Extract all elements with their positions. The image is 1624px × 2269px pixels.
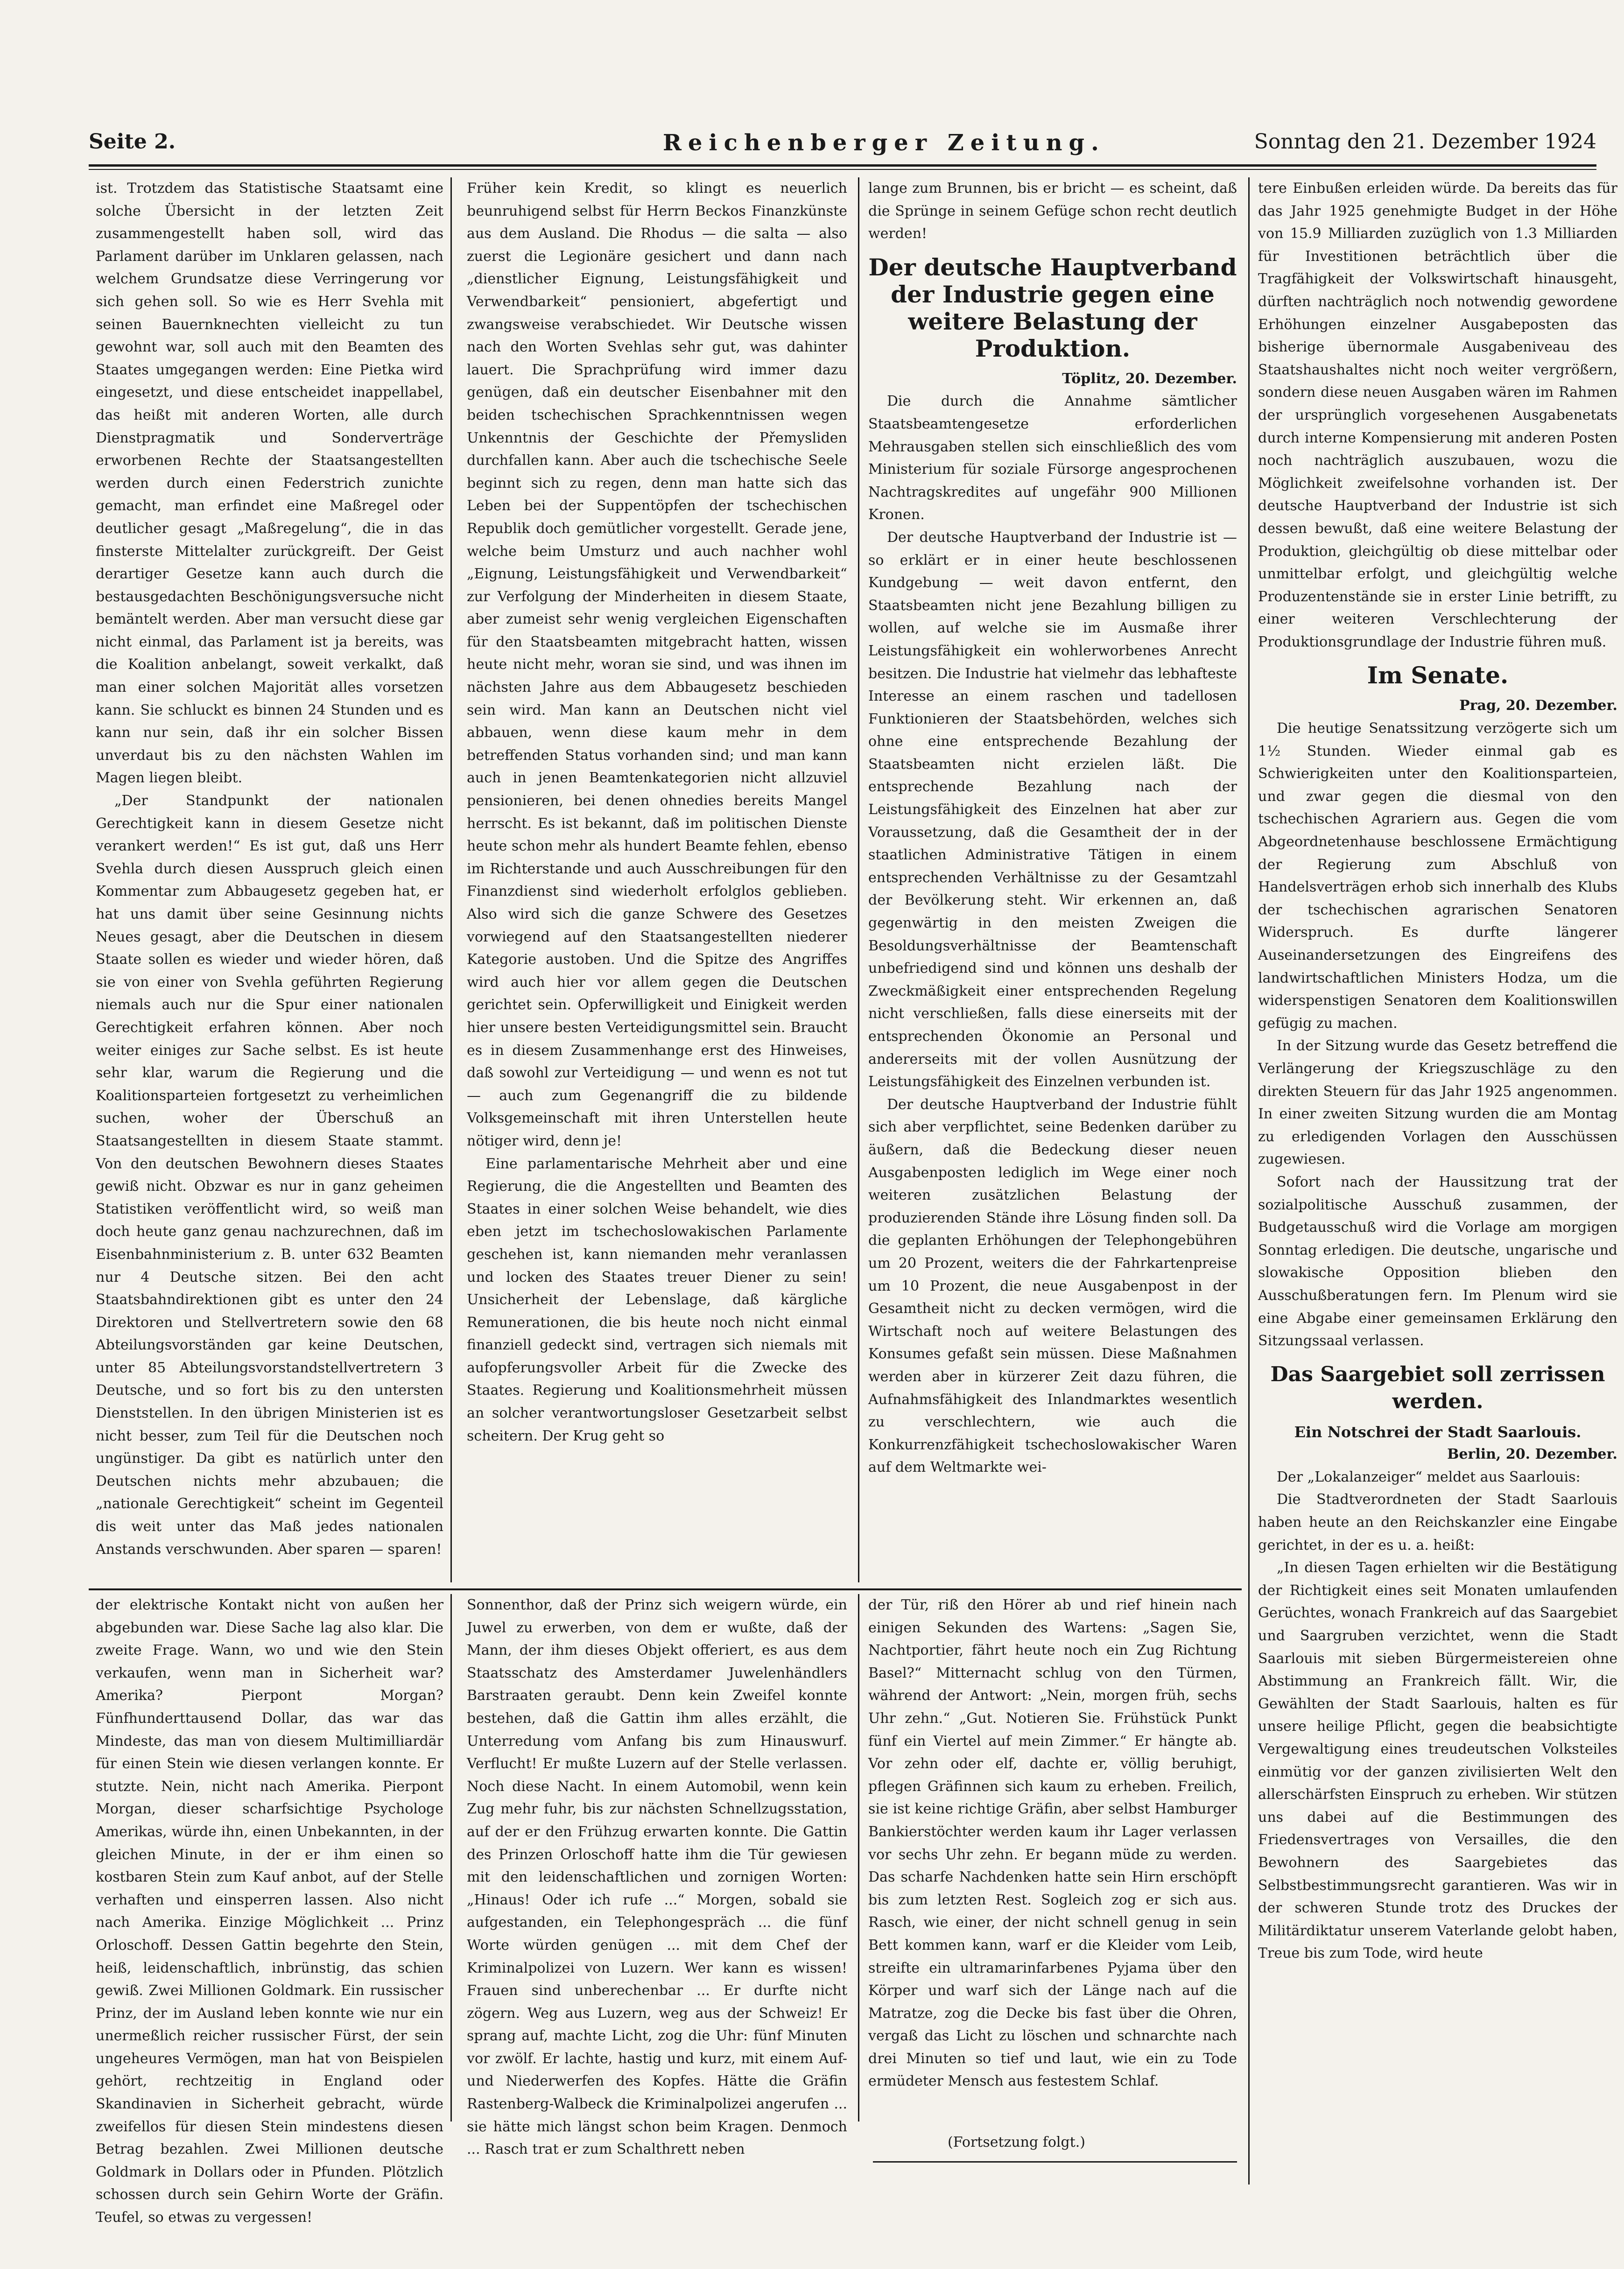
headline-saargebiet: Das Saargebiet soll zerrissen werden. (1270, 1362, 1605, 1413)
paragraph: Die heutige Senatssitzung verzögerte sich um 1½ Stunden. Wieder einmal gab es Schwierigkeiten unter den Koalitionsparteien, und zwar gegen die diesmal von den tschechischen Agrariern aus. Gegen die vom Abgeordnetenhause beschlossene Ermächtigung der Regierung zum Abschluß von Handelsverträgen erhob sich innerhalb des Klubs der tschechischen agrarischen Senatoren Widerspruch. Es durfte längerer Auseinandersetzungen des Eingreifens des landwirtschaftlichen Ministers Hodza, um die widerspenstigen Senatoren dem Koalitionswillen gefügig zu machen. (1258, 720, 1617, 1032)
article-column-4 (1258, 177, 1617, 2250)
paragraph: Die Stadtverordneten der Stadt Saarlouis haben heute an den Reichskanzler eine Eingabe gerichtet, in der es u. a. heißt: (1258, 1491, 1617, 1553)
paragraph: der elektrische Kontakt nicht von außen her abgebunden war. Diese Sache lag also klar. Die zweite Frage. Wann, wo und wie den Stein verkaufen, wenn man in Sicherheit war? Amerika? Pierpont Morgan? Fünfhunderttausend Dollar, das war das Mindeste, das man von diesem Multimilliardär für einen Stein wie diesen verlangen konnte. Er stutzte. Nein, nicht nach Amerika. Pierpont Morgan, dieser scharfsichtige Psychologe Amerikas, würde ihn, einen Unbekannten, in der gleichen Minute, in der er ihm einen so kostbaren Stein zum Kauf anbot, auf der Stelle verhaften und einsperren lassen. Also nicht nach Amerika. Einzige Möglichkeit ... Prinz Orloschoff. Dessen Gattin begehrte den Stein, heiß, leidenschaftlich, inbrünstig, das schien gewiß. Zwei Millionen Goldmark. Ein russischer Prinz, der im Ausland leben konnte wie nur ein unermeßlich reicher russischer Fürst, der sein ungeheures Vermögen, man hat von Beispielen gehört, rechtzeitig in England oder Skandinavien in Sicherheit gebracht, würde zweifellos für diesen Stein mindestens diesen Betrag bezahlen. Zwei Millionen deutsche Goldmark in Dollars oder in Pfunden. Plötzlich schossen durch sein Gehirn Worte der Gräfin. Teufel, so etwas zu vergessen! (96, 1597, 443, 2226)
header-rule (89, 164, 1596, 167)
article-column-2 (467, 177, 847, 1582)
feuilleton-column-3 (868, 1594, 1237, 2121)
subheadline: Ein Notschrei der Stadt Saarlouis. (1294, 1423, 1582, 1441)
bottom-rule (873, 2161, 1237, 2163)
paragraph: tere Einbußen erleiden würde. Da bereits das für das Jahr 1925 genehmigte Budget in der Höhe von 15.9 Milliarden zuzüglich von 1.3 Milliarden für Investitionen beträchtlich über die Tragfähigkeit der Volkswirtschaft hinausgeht, dürften nachträglich noch notwendig gewordene Erhöhungen einzelner Ausgabeposten das bisherige übernormale Ausgabeniveau des Staatshaushaltes nicht noch weiter vergrößern, sondern diese neuen Ausgaben wären im Rahmen der ursprünglich vorgesehenen Ausgabenetats durch interne Kompensierung mit anderen Posten noch nachträglich auszubauen, wozu die Möglichkeit zweifelsohne vorhanden ist. Der deutsche Hauptverband der Industrie ist sich dessen bewußt, daß eine weitere Belastung der Produktion, gleichgültig ob diese mittelbar oder unmittelbar erfolgt, und gleichgültig welche Produzentenstände sie in erster Linie betrifft, zu einer weiteren Verschlechterung der Produktionsgrundlage der Industrie führen muß. (1258, 180, 1617, 650)
column-divider (450, 1594, 452, 2121)
headline-industrie: Der deutsche Hauptverband der Industrie gegen eine weitere Belastung der Produktion. (868, 253, 1237, 362)
paragraph: Eine parlamentarische Mehrheit aber und eine Regierung, die die Angestellten und Beamten des Staates in einer solchen Weise behandelt, wie dies eben jetzt im tschechoslowakischen Parlamente geschehen ist, kann niemanden mehr veranlassen und locken des Staates treuer Diener zu sein! Unsicherheit der Lebenslage, daß kärgliche Remunerationen, die bis heute noch nicht einmal finanziell gedeckt sind, vertragen sich niemals mit aufopferungsvoller Arbeit für die Zwecke des Staates. Regierung und Koalitionsmehrheit müssen an solcher verantwortungsloser Gesetzarbeit selbst scheitern. Der Krug geht so (467, 1155, 847, 1444)
page-number: Seite 2. (89, 130, 176, 154)
paragraph: Die durch die Annahme sämtlicher Staatsbeamtengesetze erforderlichen Mehrausgaben stellen sich einschließlich des vom Ministerium für soziale Fürsorge angesprochenen Nachtragskredites auf ungefähr 900 Millionen Kronen. (868, 393, 1237, 523)
paragraph: Sonnenthor, daß der Prinz sich weigern würde, ein Juwel zu erwerben, von dem er wußte, daß der Mann, der ihm dieses Objekt offeriert, es aus dem Staatsschatz des Amsterdamer Juwelenhändlers Barstraaten geraubt. Denn kein Zweifel konnte bestehen, daß die Gattin ihm alles erzählt, die Unterredung vom Anfang bis zum Hinauswurf. Verflucht! Er mußte Luzern auf der Stelle verlassen. Noch diese Nacht. In einem Automobil, wenn kein Zug mehr fuhr, bis zur nächsten Schnellzugsstation, auf der er den Frühzug erwarten konnte. Die Gattin des Prinzen Orloschoff hatte ihm die Tür gewiesen mit den leidenschaftlichen und zornigen Worten: „Hinaus! Oder ich rufe ...“ Morgen, sobald sie aufgestanden, ein Telephongespräch ... die fünf Worte würden genügen ... mit dem Chef der Kriminalpolizei von Luzern. Wer kann es wissen! Frauen sind unberechenbar ... Er durfte nicht zögern. Weg aus Luzern, weg aus der Schweiz! Er sprang auf, machte Licht, zog die Uhr: fünf Minuten vor zwölf. Er lachte, hastig und kurz, mit einem Auf- und Niederwerfen des Kopfes. Hätte die Gräfin Rastenberg-Walbeck die Kriminalpolizei angerufen ... sie hätte mich längst schon beim Kragen. Denmoch ... Rasch trat er zum Schalthrett neben (467, 1597, 847, 2158)
paragraph: Der „Lokalanzeiger“ meldet aus Saarlouis: (1277, 1468, 1581, 1485)
paragraph: „Der Standpunkt der nationalen Gerechtigkeit kann in diesem Gesetze nicht verankert werden!“ Es ist gut, daß uns Herr Svehla durch diesen Ausspruch gleich einen Kommentar zum Abbaugesetz gegeben hat, er hat uns damit über seine Gesinnung nichts Neues gesagt, aber die Deutschen in diesem Staate sollen es wieder und wieder hören, daß sie von einer von Svehla geführten Regierung niemals auch nur die Spur einer nationalen Gerechtigkeit erfahren können. Aber noch weiter einiges zur Sache selbst. Es ist heute sehr klar, warum die Regierung und die Koalitionsparteien fortgesetzt zu verheimlichen suchen, woher der Überschuß an Staatsangestellten in diesem Staate stammt. Von den deutschen Bewohnern dieses Staates gewiß nicht. Obzwar es nur in ganz geheimen Statistiken veröffentlicht wird, so weiß man doch heute ganz genau nachzurechnen, daß im Eisenbahnministerium z. B. unter 632 Beamten nur 4 Deutsche sitzen. Bei den acht Staatsbahndirektionen gibt es unter den 24 Direktoren und Stellvertretern sowie den 68 Abteilungsvorständen gar keine Deutschen, unter 85 Abteilungsvorstandstellvertretern 3 Deutsche, und so fort bis zu den untersten Dienststellen. In den übrigen Ministerien ist es nicht besser, zum Teil für die Deutschen noch ungünstiger. Da gibt es natürlich unter den Deutschen nichts mehr abzubauen; die „nationale Gerechtigkeit“ scheint im Gegenteil dis weit unter das Maß jedes nationalen Anstands verschwunden. Aber sparen — sparen! (96, 793, 443, 1558)
continuation-note: (Fortsetzung folgt.) (948, 2134, 1085, 2150)
article-column-3 (868, 177, 1237, 1582)
newspaper-title: Reichenberger Zeitung. (663, 130, 1105, 156)
paragraph: Der deutsche Hauptverband der Industrie ist — so erklärt er in einer heute beschlossenen Kundgebung — weit davon entfernt, den Staatsbeamten nicht jene Bezahlung billigen zu wollen, auf welche sie im Ausmaße ihrer Leistungsfähigkeit ein wohlerworbenes Anrecht besitzen. Die Industrie hat vielmehr das lebhafteste Interesse an einem raschen und tadellosen Funktionieren der Staatsbehörden, welches sich ohne eine entsprechende Bezahlung der Staatsbeamten nicht erzielen läßt. Die entsprechende Bezahlung nach der Leistungsfähigkeit des Einzelnen hat aber zur Voraussetzung, daß die Gesamtheit der in der staatlichen Administrative Tätigen in einem entsprechenden Verhältnisse zu der Gesamtzahl der Bevölkerung steht. Wir erkennen an, daß gegenwärtig in den meisten Zweigen die Besoldungsverhältnisse der Beamtenschaft unbefriedigend sind und können uns deshalb der Zweckmäßigkeit einer entsprechenden Regelung nicht verschließen, falls diese einerseits mit der entsprechenden Ökonomie an Personal und andererseits mit der vollen Ausnützung der Leistungsfähigkeit des Einzelnen verbunden ist. (868, 529, 1237, 1090)
dateline: Töplitz, 20. Dezember. (1062, 370, 1237, 387)
dateline: Berlin, 20. Dezember. (1447, 1446, 1617, 1463)
paragraph: ist. Trotzdem das Statistische Staatsamt eine solche Übersicht in der letzten Zeit zusammengestellt haben soll, wird das Parlament darüber im Unklaren gelassen, nach welchem Grundsatze diese Verringerung vor sich gehen soll. So wie es Herr Svehla mit seinen Bauernknechten vielleicht zu tun gewohnt war, soll auch mit den Beamten des Staates umgegangen werden: Eine Pietka wird eingesetzt, und diese entscheidet inappellabel, das heißt mit anderen Worten, alle durch Dienstpragmatik und Sonderverträge erworbenen Rechte der Staatsangestellten werden durch einen Federstrich zunichte gemacht, man erfindet eine Maßregel oder deutlicher gesagt „Maßregelung“, die in das finsterste Mittelalter zurückgreift. Der Geist derartiger Gesetze kann auch durch die bestausgedachten Beschönigungsversuche nicht bemäntelt werden. Aber man versucht diese gar nicht einmal, das Parlament ist ja bereits, was die Koalition anbelangt, soweit verkalkt, daß man einer solchen Majorität alles vorsetzen kann. Sie schluckt es binnen 24 Stunden und es kann nur sein, daß ihr ein solcher Bissen unverdaut bis zu den nächsten Wahlen im Magen liegen bleibt. (96, 180, 443, 787)
paragraph: Der deutsche Hauptverband der Industrie fühlt sich aber verpflichtet, seine Bedenken darüber zu äußern, daß die Bedeckung dieser neuen Ausgabenposten lediglich im Wege einer noch weiteren zusätzlichen Belastung der produzierenden Stände ihre Lösung finden soll. Da die geplanten Erhöhungen der Telephongebühren um 20 Prozent, weiters die der Fahrkartenpreise um 10 Prozent, die neue Ausgabenpost in der Gesamtheit nicht zu decken vermögen, wird die Wirtschaft noch auf weitere Belastungen des Konsumes gefaßt sein müssen. Diese Maßnahmen werden aber in kürzerer Zeit dazu führen, die Aufnahmsfähigkeit des Inlandmarktes wesentlich zu verschlechtern, wie auch die Konkurrenzfähigkeit tschechoslowakischer Waren auf dem Weltmarkte wei- (868, 1096, 1237, 1476)
issue-date: Sonntag den 21. Dezember 1924 (1254, 130, 1596, 154)
header-rule-thin (89, 169, 1596, 170)
column-divider (1248, 177, 1250, 2185)
column-divider (858, 1594, 859, 2121)
feuilleton-column-1 (96, 1594, 443, 2226)
headline-senate: Im Senate. (1367, 661, 1509, 689)
paragraph: der Tür, riß den Hörer ab und rief hinein nach einigen Sekunden des Wartens: „Sagen Sie, Nachtportier, fährt heute noch ein Zug Richtung Basel?“ Mitternacht schlug von den Türmen, während der Antwort: „Nein, morgen früh, sechs Uhr zehn.“ „Gut. Notieren Sie. Frühstück Punkt fünf ein Viertel auf mein Zimmer.“ Er hängte ab. Vor zehn oder elf, dachte er, völlig beruhigt, pflegen Gräfinnen sich kaum zu erheben. Freilich, sie ist keine richtige Gräfin, aber selbst Hamburger Bankierstöchter werden kaum ihr Lager verlassen vor sechs Uhr zehn. Er begann müde zu werden. Das scharfe Nachdenken hatte sein Hirn erschöpft bis zum letzten Rest. Sogleich zog er sich aus. Rasch, wie einer, der nicht schnell genug in sein Bett kommen kann, warf er die Kleider vom Leib, streifte ein ultramarinfarbenes Pyjama über den Körper und warf sich der Länge nach auf die Matratze, zog die Decke bis fast über die Ohren, vergaß das Licht zu löschen und schnarchte nach drei Minuten so tief und laut, wie ein zu Tode ermüdeter Mensch aus festestem Schlaf. (868, 1597, 1237, 2090)
page-header (89, 130, 1596, 160)
paragraph: lange zum Brunnen, bis er bricht — es scheint, daß die Sprünge in seinem Gefüge schon recht deutlich werden! (868, 180, 1237, 242)
paragraph: „In diesen Tagen erhielten wir die Bestätigung der Richtigkeit eines seit Monaten umlaufenden Gerüchtes, wonach Frankreich auf das Saargebiet und Saargruben verzichtet, wenn die Stadt Saarlouis mit sieben Bürgermeistereien ohne Abstimmung an Frankreich fällt. Wir, die Gewählten der Stadt Saarlouis, halten es für unsere heilige Pflicht, gegen die beabsichtigte Vergewaltigung eines treudeutschen Volksteiles einmütig vor der ganzen zivilisierten Welt den allerschärfsten Einspruch zu erheben. Wir stützen uns dabei auf die Bestimmungen des Friedensvertrages von Versailles, die den Bewohnern des Saargebietes das Selbstbestimmungsrecht garantieren. Was wir in der schweren Stunde trotz des Druckes der Militärdiktatur unserem Vaterlande gelobt haben, Treue bis zum Tode, wird heute (1258, 1559, 1617, 1962)
feuilleton-column-2 (467, 1594, 847, 2158)
column-divider (450, 177, 452, 1582)
paragraph: Sofort nach der Haussitzung trat der sozialpolitische Ausschuß zusammen, der Budgetausschuß wird die Vorlage am morgigen Sonntag erledigen. Die deutsche, ungarische und slowakische Opposition blieben den Ausschußberatungen fern. Im Plenum wird sie eine Abgabe einer gemeinsamen Erklärung den Sitzungssaal verlassen. (1258, 1173, 1617, 1349)
dateline: Prag, 20. Dezember. (1459, 697, 1617, 714)
column-divider (858, 177, 859, 1582)
feuilleton-rule (89, 1588, 1242, 1590)
paragraph: In der Sitzung wurde das Gesetz betreffend die Verlängerung der Kriegszuschläge zu den direkten Steuern für das Jahr 1925 angenommen. In einer zweiten Sitzung wurden die am Montag zu erledigenden Vorlagen den Ausschüssen zugewiesen. (1258, 1038, 1617, 1168)
paragraph: Früher kein Kredit, so klingt es neuerlich beunruhigend selbst für Herrn Beckos Finanzkünste aus dem Ausland. Die Rhodus — die salta — also zuerst die Legionäre gesichert und dann nach „dienstlicher Eignung, Leistungsfähigkeit und Verwendbarkeit“ pensioniert, abgefertigt und zwangsweise verabschiedet. Wir Deutsche wissen nach den Worten Svehlas sehr gut, was dahinter lauert. Die Sprachprüfung wird immer dazu genügen, daß ein deutscher Eisenbahner mit den beiden tschechischen Sprachkenntnissen wegen Unkenntnis der Geschichte der Přemysliden durchfallen kann. Aber auch die tschechische Seele beginnt sich zu regen, denn man hatte sich das Leben bei der Suppentöpfen der tschechischen Republik doch gemütlicher vorgestellt. Gerade jene, welche beim Umsturz und auch nachher wohl „Eignung, Leistungsfähigkeit und Verwendbarkeit“ zur Verfolgung der Minderheiten in diesem Staate, aber zumeist sehr wenig vergleichen Eigenschaften für den Staatsbeamten mitgebracht hatten, wissen heute nicht mehr, woran sie sind, und was ihnen im nächsten Jahre aus dem Abbaugesetz beschieden sein wird. Man kann an Deutschen nicht viel abbauen, wenn diese kaum mehr in dem betreffenden Status vorhanden sind; und man kann auch in jenen Beamtenkategorien nicht allzuviel pensionieren, bei denen ohnedies bereits Mangel herrscht. Es ist bekannt, daß im politischen Dienste heute schon mehr als hundert Beamte fehlen, ebenso im Richterstande und auch Ausschreibungen für den Finanzdienst sind wiederholt erfolglos geblieben. Also wird sich die ganze Schwere des Gesetzes vorwiegend auf den Staatsangestellten niederer Kategorie austoben. Und die Spitze des Angriffes wird auch hier vor allem gegen die Deutschen gerichtet sein. Opferwilligkeit und Einigkeit werden hier unsere besten Verteidigungsmittel sein. Braucht es in diesem Zusammenhange erst des Hinweises, daß sowohl zur Verteidigung — und wenn es not tut — auch zum Gegenangriff die zu bildende Volksgemeinschaft mit ihren Unterstellen heute nötiger wird, denn je! (467, 180, 847, 1149)
article-column-1 (96, 177, 443, 1582)
